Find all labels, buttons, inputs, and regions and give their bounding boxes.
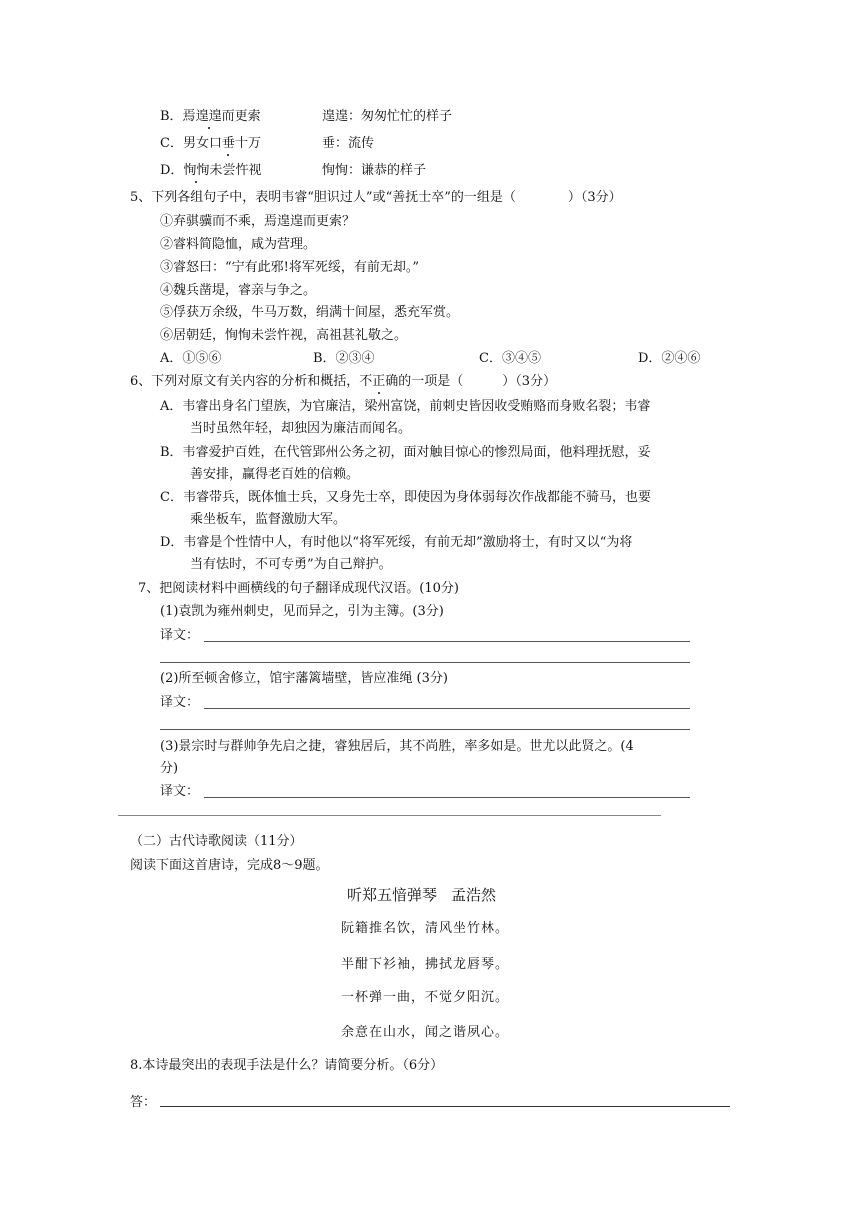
poem-line: 阮籍推名饮，清风坐竹林。 [341,921,510,936]
q4-option-c-note: 垂：流传 [322,136,375,151]
q5-item: ⑤俘获万余级，牛马万数，绢满十间屋，悉充军赏。 [160,305,460,320]
answer-line[interactable] [160,729,690,730]
q6-option-d: D．韦睿是个性情中人，有时他以“将军死绥，有前无却”激励将士，有时又以“为将 [160,535,633,550]
q7-stem: 7、把阅读材料中画横线的句子翻译成现代汉语。(10分) [138,581,459,596]
q6-option-c: C．韦睿带兵，既体恤士兵，又身先士卒，即使因为身体弱每次作战都能不骑马，也要 [160,490,651,505]
q7-sentence-1: (1)袁凯为雍州刺史，见而异之，引为主簿。(3分) [160,604,444,619]
q7-sentence-2: (2)所至顿舍修立，馆宇藩篱墙壁，皆应准绳 (3分) [160,671,448,686]
q4-option-b: B．焉遑遑而更索 [160,109,261,124]
translation-label: 译文： [160,628,200,643]
poem-line: 余意在山水，闻之谐夙心。 [341,1025,510,1040]
answer-line[interactable] [160,662,690,663]
q6-option-b: B．韦睿爱护百姓，在代管郢州公务之初，面对触目惊心的惨烈局面，他料理抚慰，妥 [160,445,651,460]
q7-sentence-3: (3)景宗时与群帅争先启之捷，睿独居后，其不尚胜，率多如是。世尤以此贤之。(4 [160,739,634,754]
section-divider [118,815,661,816]
q6-option-a-cont: 当时虽然年轻，却独因为廉洁而闻名。 [190,421,412,436]
q6-option-c-cont: 乘坐板车，监督激励大军。 [190,512,347,527]
emphasis-dots: 遑遑 [195,109,222,124]
answer-line[interactable] [160,1106,730,1107]
answer-line[interactable] [204,708,690,709]
poem-author: 孟浩然 [451,886,497,904]
q5-item: ②睿料简隐恤，咸为营理。 [160,237,317,252]
answer-line[interactable] [204,641,690,642]
q7-sentence-3-cont: 分) [160,761,179,776]
translation-label: 译文： [160,784,200,799]
emphasis-dots: 不正确 [359,374,399,389]
q4-option-d: D．恂恂未尝忤视 [160,163,262,178]
q5-stem: 5、下列各组句子中，表明韦睿“胆识过人”或“善抚士卒”的一组是（ ）（3分） [130,190,622,205]
answer-line[interactable] [204,797,690,798]
poem-line: 一杯弹一曲，不觉夕阳沉。 [341,990,510,1005]
translation-label: 译文： [160,695,200,710]
q8-stem: 8.本诗最突出的表现手法是什么？请简要分析。（6分） [130,1058,444,1073]
poem-line: 半酣下衫袖，拂拭龙唇琴。 [341,957,510,972]
q5-choice-b: B．②③④ [313,351,375,366]
poem-title: 听郑五愔弹琴 孟浩然 [347,886,497,904]
q4-option-b-note: 遑遑：匆匆忙忙的样子 [322,109,453,124]
q5-item: ④魏兵凿堤，睿亲与争之。 [160,283,317,298]
q6-stem: 6、下列对原文有关内容的分析和概括，不正确的一项是（ ）（3分） [130,374,557,389]
emphasis-dots: 垂 [221,136,235,151]
answer-label: 答： [130,1095,157,1110]
q6-option-d-cont: 当有怯时，不可专勇”为自己辩护。 [190,557,392,572]
q5-item: ①弃骐骥而不乘，焉遑遑而更索？ [160,214,356,229]
section-heading: （二）古代诗歌阅读（11分） [130,834,303,849]
q5-item: ⑥居朝廷，恂恂未尝忤视，高祖甚礼敬之。 [160,328,408,343]
q5-choice-c: C．③④⑤ [479,351,541,366]
q5-item: ③睿怒曰：“宁有此邪!将军死绥，有前无却。” [160,260,420,275]
emphasis-dots: 恂恂 [183,163,210,178]
q5-choice-d: D．②④⑥ [638,351,701,366]
q6-option-b-cont: 善安排，赢得老百姓的信赖。 [190,467,360,482]
q4-option-d-note: 恂恂：谦恭的样子 [322,163,427,178]
q4-option-c: C．男女口垂十万 [160,136,261,151]
q5-choice-a: A．①⑤⑥ [160,351,222,366]
section-intro: 阅读下面这首唐诗，完成8～9题。 [130,858,329,873]
q6-option-a: A．韦睿出身名门望族，为官廉洁，梁州富饶，前刺史皆因收受贿赂而身败名裂；韦睿 [160,399,651,414]
